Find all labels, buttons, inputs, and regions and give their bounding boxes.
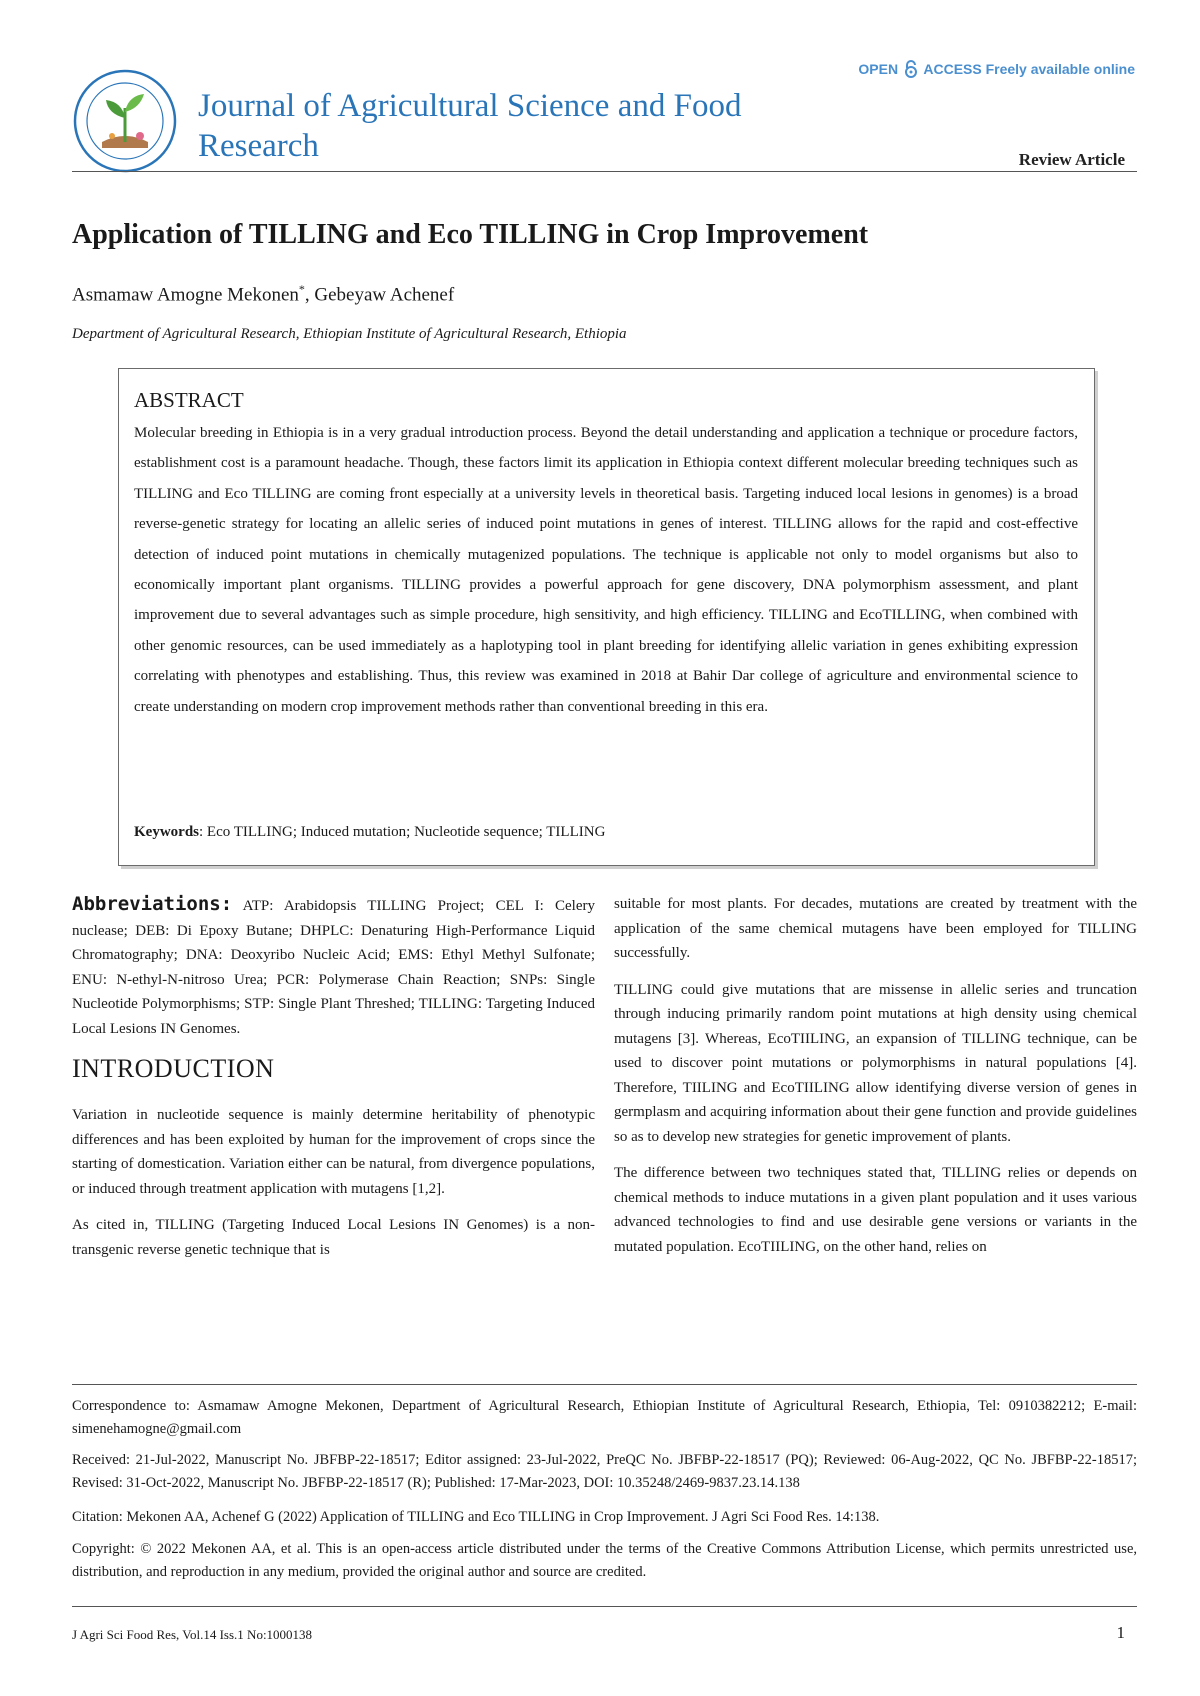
author-list bbox=[72, 282, 454, 306]
left-column bbox=[72, 892, 595, 1274]
article-type: Review Article bbox=[1018, 150, 1125, 169]
author-name: Asmamaw Amogne Mekonen bbox=[72, 284, 299, 306]
open-access-suffix: ACCESS Freely available online bbox=[923, 61, 1135, 77]
footer-divider bbox=[72, 1384, 1137, 1385]
right-column bbox=[614, 892, 1137, 1271]
keywords bbox=[134, 817, 1078, 847]
open-access-badge bbox=[855, 60, 1135, 81]
keywords-label: Keywords bbox=[134, 824, 199, 840]
body-paragraph: As cited in, TILLING (Targeting Induced Local Lesions IN Genomes) is a non-transgenic reverse genetic technique that is bbox=[72, 1217, 595, 1258]
journal-title: Journal of Agricultural Science and Food Research bbox=[198, 88, 742, 164]
abbreviations-heading: Abbreviations: bbox=[72, 893, 233, 915]
abstract-text: Molecular breeding in Ethiopia is in a very gradual introduction process. Beyond the detail understanding and application a technique or procedure factors, establishment cost is a paramount headache. Though, these factors limit its application in Ethiopia context different molecular breeding techniques such as TILLING and Eco TILLING are coming front especially at a university levels in theoretical basis. Targeting induced local lesions in genomes) is a broad reverse-genetic strategy for locating an allelic series of induced point mutations in genes of interest. TILLING allows for the rapid and cost-effective detection of induced point mutations in chemically mutagenized populations. The technique is applicable not only to model organisms but also to economically important plant organisms. TILLING provides a powerful approach for gene discovery, DNA polymorphism assessment, and plant improvement due to several advantages such as simple procedure, high sensitivity, and high efficiency. TILLING and EcoTILLING, when combined with other genomic resources, can be used immediately as a haplotyping tool in plant breeding for identifying allelic variation in genes exhibiting expression correlating with phenotypes and establishing. Thus, this review was examined in 2018 at Bahir Dar college of agriculture and environmental science to create understanding on modern crop improvement methods rather than conventional breeding in this era. bbox=[134, 425, 1078, 715]
body-paragraph: TILLING could give mutations that are missense in allelic series and truncation through inducing primarily random point mutations at high density using chemical mutagens [3]. Whereas, EcoTIILING, an expansion of TILLING technique, can be used to discover point mutations or polymorphisms in natural populations [4]. Therefore, TIILING and EcoTIILING allow identifying diverse version of genes in germplasm and acquiring information about their gene function and provide guidelines so as to develop new strategies for genetic improvement of plants. bbox=[614, 981, 1137, 1145]
affiliation: Department of Agricultural Research, Ethiopian Institute of Agricultural Research, Ethiopia bbox=[72, 326, 627, 342]
author-name: Gebeyaw Achenef bbox=[314, 284, 455, 306]
journal-seal-icon bbox=[72, 68, 178, 174]
keywords-list: : Eco TILLING; Induced mutation; Nucleotide sequence; TILLING bbox=[199, 824, 606, 840]
received-dates: Received: 21-Jul-2022, Manuscript No. JBFBP-22-18517; Editor assigned: 23-Jul-2022, PreQC No. JBFBP-22-18517 (PQ); Reviewed: 06-Aug-2022, QC No. JBFBP-22-18517; Revised: 31-Oct-2022, Manuscript No. JBFBP-22-18517 (R); Published: 17-Mar-2023, DOI: 10.35248/2469-9837.23.14.138 bbox=[72, 1452, 1137, 1491]
body-paragraph: Variation in nucleotide sequence is mainly determine heritability of phenotypic differences and has been exploited by human for the improvement of crops since the starting of domestication. Variation either can be natural, from divergence populations, or induced through treatment application with mutagens [1,2]. bbox=[72, 1107, 595, 1197]
journal-citation: J Agri Sci Food Res, Vol.14 Iss.1 No:1000138 bbox=[72, 1627, 313, 1642]
page-footer-divider bbox=[72, 1606, 1137, 1607]
journal-logo bbox=[72, 68, 178, 174]
correspondence: Correspondence to: Asmamaw Amogne Mekonen, Department of Agricultural Research, Ethiopian Institute of Agricultural Research, Ethiopia, Tel: 0910382212; E-mail: simenehamogne@gmail.com bbox=[72, 1398, 1137, 1437]
header-divider bbox=[72, 171, 1137, 172]
abstract-heading: ABSTRACT bbox=[134, 388, 244, 412]
open-lock-icon bbox=[904, 60, 918, 81]
article-title: Application of TILLING and Eco TILLING in Crop Improvement bbox=[72, 219, 869, 250]
citation: Citation: Mekonen AA, Achenef G (2022) Application of TILLING and Eco TILLING in Crop Improvement. J Agri Sci Food Res. 14:138. bbox=[72, 1509, 880, 1525]
abbreviations-paragraph bbox=[72, 892, 595, 1041]
open-access-prefix: OPEN bbox=[858, 61, 899, 77]
page-number: 1 bbox=[1116, 1623, 1125, 1642]
body-paragraph: The difference between two techniques stated that, TILLING relies or depends on chemical methods to induce mutations in a given plant population and it uses various advanced technologies to find and use desirable gene versions or variants in the mutated population. EcoTIILING, on the other hand, relies on bbox=[614, 1165, 1137, 1255]
body-paragraph: suitable for most plants. For decades, mutations are created by treatment with the application of the same chemical mutagens have been employed for TILLING successfully. bbox=[614, 896, 1137, 961]
section-heading: INTRODUCTION bbox=[72, 1054, 275, 1083]
author-separator: , bbox=[304, 284, 315, 306]
copyright: Copyright: © 2022 Mekonen AA, et al. This is an open-access article distributed under the terms of the Creative Commons Attribution License, which permits unrestricted use, distribution, and reproduction in any medium, provided the original author and source are credited. bbox=[72, 1541, 1137, 1580]
corresponding-mark: * bbox=[298, 282, 305, 296]
abbreviations-text: ATP: Arabidopsis TILLING Project; CEL I: Celery nuclease; DEB: Di Epoxy Butane; DHPLC: Denaturing High-Performance Liquid Chromatography; DNA: Deoxyribo Nucleic Acid; EMS: Ethyl Methyl Sulfonate; ENU: N-ethyl-N-nitroso Urea; PCR: Polymerase Chain Reaction; SNPs: Single Nucleotide Polymorphisms; STP: Single Plant Threshed; TILLING: Targeting Induced Local Lesions IN Genomes. bbox=[72, 898, 595, 1037]
